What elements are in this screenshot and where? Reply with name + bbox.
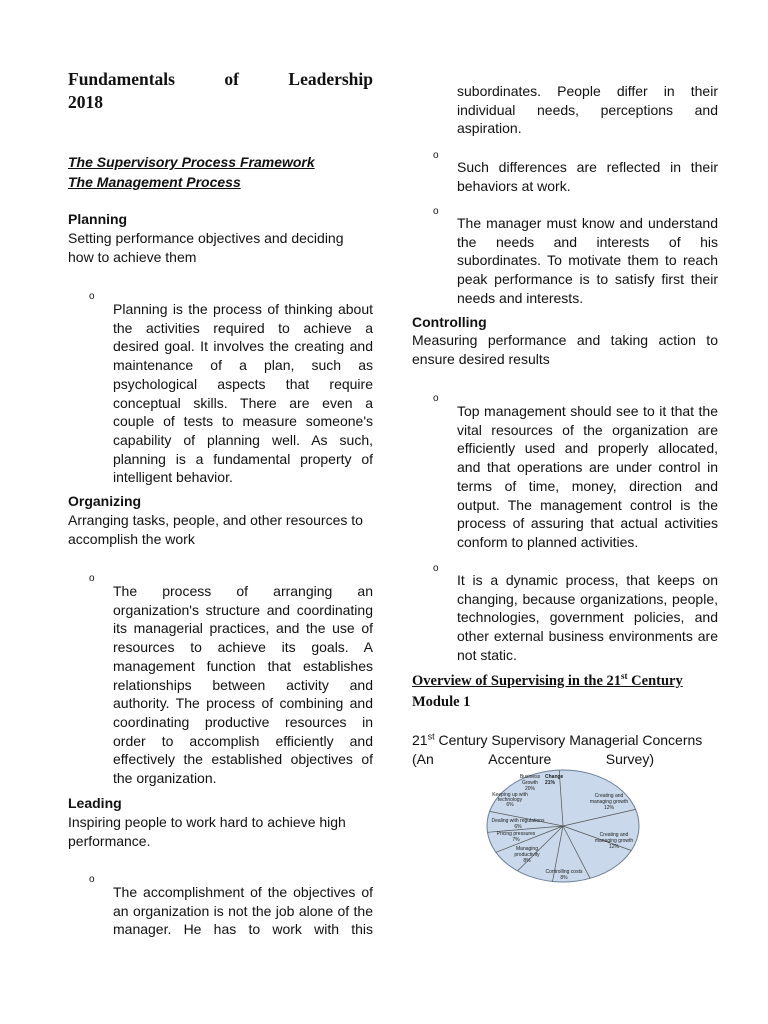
controlling-heading: Controlling [412,314,487,330]
survey-c: Survey) [605,751,654,767]
survey-b: Accenture [488,751,552,767]
bullet-marker: o [89,573,95,584]
pie-label: Business [519,774,541,780]
pie-label: 7% [512,837,520,843]
pie-slices [487,770,639,882]
management-process-heading: The Management Process [68,174,241,190]
leading-heading: Leading [68,795,122,811]
bullet-marker: o [433,563,439,574]
title-word: of [224,69,239,89]
pie-chart [482,766,644,886]
pie-label: Creating and [599,832,629,838]
overview-heading-pre: Overview of Supervising in the 21 [412,673,622,689]
pie-label: 12% [608,844,620,850]
organizing-bullet: The process of arranging an organization's structure and coordinating its managerial practices, and the use of resources to achieve its goals. A management function that establishes relationships between activity and authority. The process of combining and coordinating productive resources in order to accomplish efficiently and effectively the established objectives of the organization. [113,583,373,787]
leading-bullet-1a: The accomplishment of the objectives of an organization is not the job alone of the manager. He has to work with this [113,884,373,938]
title-year: 2018 [68,92,103,112]
pie-label: Pricing pressures [496,831,536,837]
pie-label: Dealing with regulations [491,818,545,824]
pie-label: Creating and [594,793,624,799]
pie-label: 6% [514,824,522,830]
overview-heading-post: Century [627,673,683,689]
leading-bullet-3: The manager must know and understand the needs and interests of his subordinates. To motivate them to reach peak performance is to satisfy first their needs and interests. [457,215,718,306]
pie-label: productivity [514,852,540,858]
pie-label: 6% [506,802,514,808]
document-title [68,68,373,114]
pie-label: 21% [545,780,556,786]
pie-label: Change [545,774,564,780]
module-label: Module 1 [412,694,471,710]
pie-label: 20% [524,786,536,792]
concerns-post: Century Supervisory Managerial Concerns [434,732,703,748]
overview-heading-line [412,671,718,691]
title-word: Leadership [288,69,373,89]
leading-bullet-2: Such differences are reflected in their behaviors at work. [457,159,718,194]
overview-heading-sup: st [621,671,628,682]
bullet-marker: o [433,150,439,161]
pie-label: 8% [523,858,531,864]
pie-label: technology [497,797,523,803]
bullet-marker: o [433,393,439,404]
bullet-marker: o [89,874,95,885]
pie-label: Growth [521,780,539,786]
leading-desc: Inspiring people to work hard to achieve high performance. [68,814,346,849]
bullet-marker: o [433,206,439,217]
pie-label: managing growth [589,799,629,805]
concerns-pre: 21 [412,732,428,748]
concerns-sup: st [427,731,435,742]
pie-label: managing growth [594,838,634,844]
planning-desc: Setting performance objectives and deciding how to achieve them [68,230,344,265]
planning-bullet: Planning is the process of thinking about the activities required to achieve a desired goal. It involves the creating and maintenance of a plan, such as psychological aspects that require conceptual skills. There are even a couple of tests to measure someone's capability of planning well. As such, planning is a fundamental property of intelligent behavior. [113,301,373,486]
organizing-desc: Arranging tasks, people, and other resources to accomplish the work [68,512,363,547]
pie-label: 12% [603,805,615,811]
organizing-heading: Organizing [68,493,142,509]
title-word: Fundamentals [68,69,175,89]
pie-label: 8% [560,875,568,881]
leading-bullet-1b: subordinates. People differ in their individual needs, perceptions and aspiration. [457,83,718,137]
pie-label: Managing [516,846,538,852]
bullet-marker: o [89,291,95,302]
pie-label: Keeping up with [492,792,528,798]
controlling-bullet-2: It is a dynamic process, that keeps on changing, because organizations, people, technologies, government policies, and other external business environments are not static. [457,572,718,663]
planning-heading: Planning [68,211,128,227]
pie-label: Controlling costs [545,869,583,875]
survey-a: (An [412,751,434,767]
controlling-desc: Measuring performance and taking action to ensure desired results [412,332,718,367]
concerns-title [412,731,718,750]
controlling-bullet-1: Top management should see to it that the vital resources of the organization are efficiently used and properly allocated, and that operations are under control in terms of time, money, direction and output. The management control is the process of assuring that actual activities conform to planned activities. [457,403,718,550]
framework-heading: The Supervisory Process Framework [68,154,315,170]
